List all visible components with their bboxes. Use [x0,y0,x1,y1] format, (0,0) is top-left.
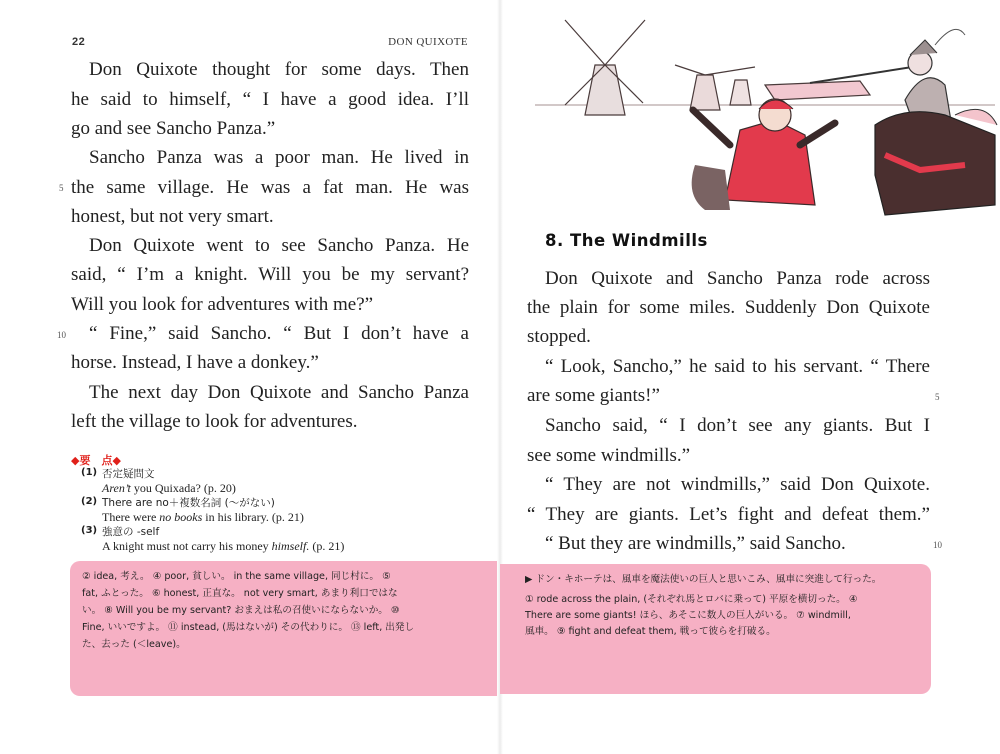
gloss-line: fat, ふとった。 ⑥ honest, 正直な。 not very smart, あまり利口ではな [82,588,398,599]
sancho-figure [692,99,835,210]
note-title: 否定疑問文 [102,468,155,480]
running-title: DON QUIXOTE [388,36,468,48]
text-line: Don Quixote thought for some days. Then [89,59,469,80]
text-line: stopped. [527,326,591,347]
text-line: left the village to look for adventures. [71,411,358,432]
gloss-box-left [70,561,500,696]
line-marker: 10 [57,330,66,340]
text-line: “ Fine,” said Sancho. “ But I don’t have a [89,323,469,344]
text-line: honest, but not very smart. [71,206,274,227]
text-line: Will you look for adventures with me?” [71,294,374,315]
gloss-line: ▶ ドン・キホーテは、風車を魔法使いの巨人と思いこみ、風車に突進して行った。 [525,574,882,585]
text-line: “ They are not windmills,” said Don Quixote. [545,474,930,495]
line-marker: 5 [935,392,940,402]
text-line: are some giants!” [527,385,660,406]
gloss-line: Fine, いいですよ。 ⑪ instead, (馬はないが) その代わりに。 ⑬ left, 出発し [82,622,415,633]
note-title: There are no＋複数名詞 (〜がない) [102,497,275,509]
note-number: (2) [81,496,98,507]
gloss-line: ② idea, 考え。 ④ poor, 貧しい。 in the same village, 同じ村に。 ⑤ [82,571,391,582]
text-line: the same village. He was a fat man. He was [71,177,469,198]
windmill-illustration [525,5,1000,220]
note-number: (3) [81,525,98,536]
line-marker: 10 [933,540,942,550]
gloss-box-right [500,564,931,694]
note-number: (1) [81,467,98,478]
text-line: Sancho said, “ I don’t see any giants. But I [545,415,930,436]
gloss-line: い。 ⑧ Will you be my servant? おまえは私の召使いにならないか。 ⑩ [82,605,400,616]
text-line: The next day Don Quixote and Sancho Panza [89,382,469,403]
gloss-line: 風車。 ⑨ fight and defeat them, 戦って彼らを打破る。 [525,626,776,637]
text-line: the plain for some miles. Suddenly Don Quixote [527,297,930,318]
line-marker: 5 [59,183,64,193]
text-line: horse. Instead, I have a donkey.” [71,352,319,373]
text-line: Sancho Panza was a poor man. He lived in [89,147,469,168]
text-line: “ They are giants. Let’s fight and defeat them.” [527,504,930,525]
don-quixote-figure [875,29,997,215]
text-line: “ But they are windmills,” said Sancho. [545,533,846,554]
text-line: see some windmills.” [527,445,691,466]
note-title: 強意の -self [102,526,160,538]
text-line: go and see Sancho Panza.” [71,118,276,139]
note-example: There were no books in his library. (p. 21) [102,510,304,524]
text-line: said, “ I’m a knight. Will you be my servant? [71,264,469,285]
text-line: “ Look, Sancho,” he said to his servant. “ There [545,356,930,377]
notes-heading: ◆要 点◆ [71,454,121,467]
chapter-title: 8. The Windmills [545,231,708,250]
note-example: A knight must not carry his money himself. (p. 21) [102,539,345,553]
gloss-line: ① rode across the plain, (それぞれ馬とロバに乗って) 平原を横切った。 ④ [525,594,858,605]
page-number: 22 [72,36,86,48]
text-line: Don Quixote went to see Sancho Panza. He [89,235,469,256]
text-line: he said to himself, “ I have a good idea. I’ll [71,89,469,110]
note-example: Aren’t you Quixada? (p. 20) [102,481,236,495]
gloss-line: た、去った (＜leave)。 [82,639,186,650]
text-line: Don Quixote and Sancho Panza rode across [545,268,930,289]
gloss-line: There are some giants! ほら、あそこに数人の巨人がいる。 ⑦ windmill, [525,610,851,621]
